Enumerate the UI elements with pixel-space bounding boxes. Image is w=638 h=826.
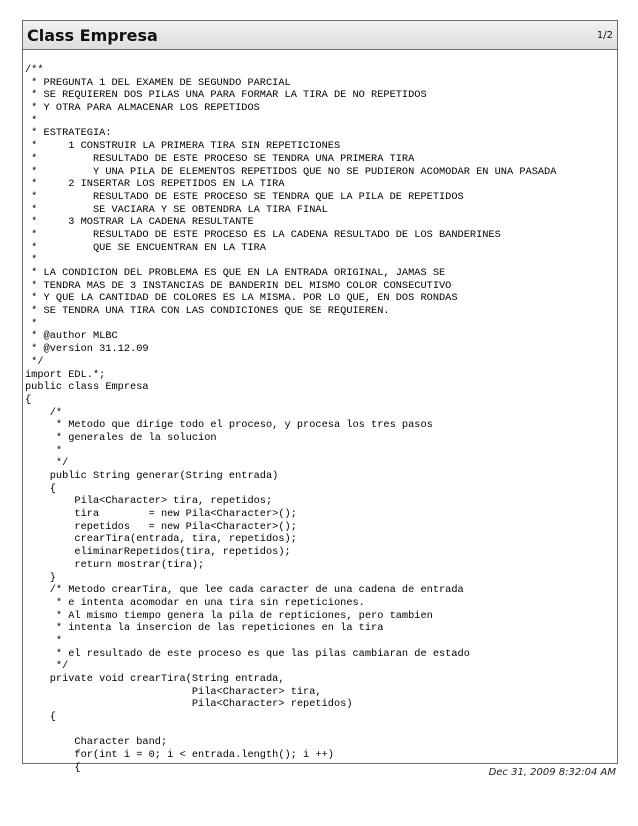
code-line: Character band; bbox=[25, 736, 168, 749]
code-line: * bbox=[25, 317, 38, 330]
code-line: * bbox=[25, 114, 38, 127]
code-line: * Al mismo tiempo genera la pila de repticiones, pero tambien bbox=[25, 609, 433, 622]
code-line: tira = new Pila<Character>(); bbox=[25, 508, 297, 521]
code-line: Pila<Character> tira, bbox=[25, 685, 322, 698]
code-line: * Y QUE LA CANTIDAD DE COLORES ES LA MISMA. POR LO QUE, EN DOS RONDAS bbox=[25, 292, 458, 305]
code-line: * bbox=[25, 254, 38, 267]
code-line: public class Empresa bbox=[25, 381, 149, 394]
code-line: */ bbox=[25, 355, 44, 368]
code-line: Pila<Character> repetidos) bbox=[25, 698, 353, 711]
code-line: repetidos = new Pila<Character>(); bbox=[25, 520, 297, 533]
code-line: * ESTRATEGIA: bbox=[25, 127, 112, 140]
code-line: private void crearTira(String entrada, bbox=[25, 673, 285, 685]
code-line: * TENDRA MAS DE 3 INSTANCIAS DE BANDERIN DEL MISMO COLOR CONSECUTIVO bbox=[25, 279, 452, 292]
page-number: 1/2 bbox=[596, 30, 613, 41]
code-line: * @version 31.12.09 bbox=[25, 343, 149, 356]
code-line: * SE REQUIEREN DOS PILAS UNA PARA FORMAR LA TIRA DE NO REPETIDOS bbox=[25, 89, 427, 102]
code-line: * e intenta acomodar en una tira sin repeticiones. bbox=[25, 596, 365, 609]
code-line: * SE VACIARA Y SE OBTENDRA LA TIRA FINAL bbox=[25, 203, 328, 216]
code-line: public String generar(String entrada) bbox=[25, 470, 279, 482]
print-timestamp: Dec 31, 2009 8:32:04 AM bbox=[488, 767, 616, 778]
source-code bbox=[25, 64, 556, 775]
code-line: * RESULTADO DE ESTE PROCESO SE TENDRA UNA PRIMERA TIRA bbox=[25, 152, 415, 165]
code-line: { bbox=[25, 761, 81, 774]
code-line: for(int i = 0; i < entrada.length(); i ++) bbox=[25, 749, 334, 762]
code-line: * Y UNA PILA DE ELEMENTOS REPETIDOS QUE NO SE PUDIERON ACOMODAR EN UNA PASADA bbox=[25, 165, 557, 178]
code-line: * intenta la insercion de las repeticiones en la tira bbox=[25, 622, 384, 635]
code-line: import EDL.*; bbox=[25, 368, 106, 381]
code-line: * 3 MOSTRAR LA CADENA RESULTANTE bbox=[25, 216, 254, 229]
class-title: Class Empresa bbox=[27, 26, 158, 45]
code-line: * bbox=[25, 444, 63, 457]
code-line bbox=[25, 724, 556, 737]
code-line: /* Metodo crearTira, que lee cada caracter de una cadena de entrada bbox=[25, 584, 464, 597]
code-line: { bbox=[25, 482, 56, 495]
code-line: * SE TENDRA UNA TIRA CON LAS CONDICIONES QUE SE REQUIEREN. bbox=[25, 305, 390, 318]
code-line: return mostrar(tira); bbox=[25, 558, 205, 571]
code-line: * 1 CONSTRUIR LA PRIMERA TIRA SIN REPETICIONES bbox=[25, 140, 341, 153]
code-line: */ bbox=[25, 457, 69, 470]
code-line: * el resultado de este proceso es que las pilas cambiaran de estado bbox=[25, 647, 470, 660]
code-line: /* bbox=[25, 406, 63, 419]
code-line: { bbox=[25, 711, 56, 724]
code-line: /** bbox=[25, 64, 44, 76]
code-line: * RESULTADO DE ESTE PROCESO SE TENDRA QUE LA PILA DE REPETIDOS bbox=[25, 190, 464, 203]
page-header bbox=[22, 20, 618, 50]
code-line: * generales de la solucion bbox=[25, 431, 217, 444]
code-line: * PREGUNTA 1 DEL EXAMEN DE SEGUNDO PARCIAL bbox=[25, 76, 291, 89]
code-line: Pila<Character> tira, repetidos; bbox=[25, 495, 273, 508]
code-line: crearTira(entrada, tira, repetidos); bbox=[25, 533, 297, 546]
code-line: * bbox=[25, 634, 63, 647]
code-line: * LA CONDICION DEL PROBLEMA ES QUE EN LA ENTRADA ORIGINAL, JAMAS SE bbox=[25, 267, 446, 279]
code-line: * RESULTADO DE ESTE PROCESO ES LA CADENA RESULTADO DE LOS BANDERINES bbox=[25, 228, 501, 241]
code-line: * Metodo que dirige todo el proceso, y procesa los tres pasos bbox=[25, 419, 433, 432]
code-line: */ bbox=[25, 660, 69, 673]
code-line: * @author MLBC bbox=[25, 330, 118, 343]
code-line: } bbox=[25, 571, 56, 584]
code-line: * 2 INSERTAR LOS REPETIDOS EN LA TIRA bbox=[25, 178, 285, 191]
code-line: { bbox=[25, 393, 32, 406]
code-line: eliminarRepetidos(tira, repetidos); bbox=[25, 546, 291, 559]
code-line: * Y OTRA PARA ALMACENAR LOS REPETIDOS bbox=[25, 102, 260, 115]
code-line: * QUE SE ENCUENTRAN EN LA TIRA bbox=[25, 241, 266, 254]
